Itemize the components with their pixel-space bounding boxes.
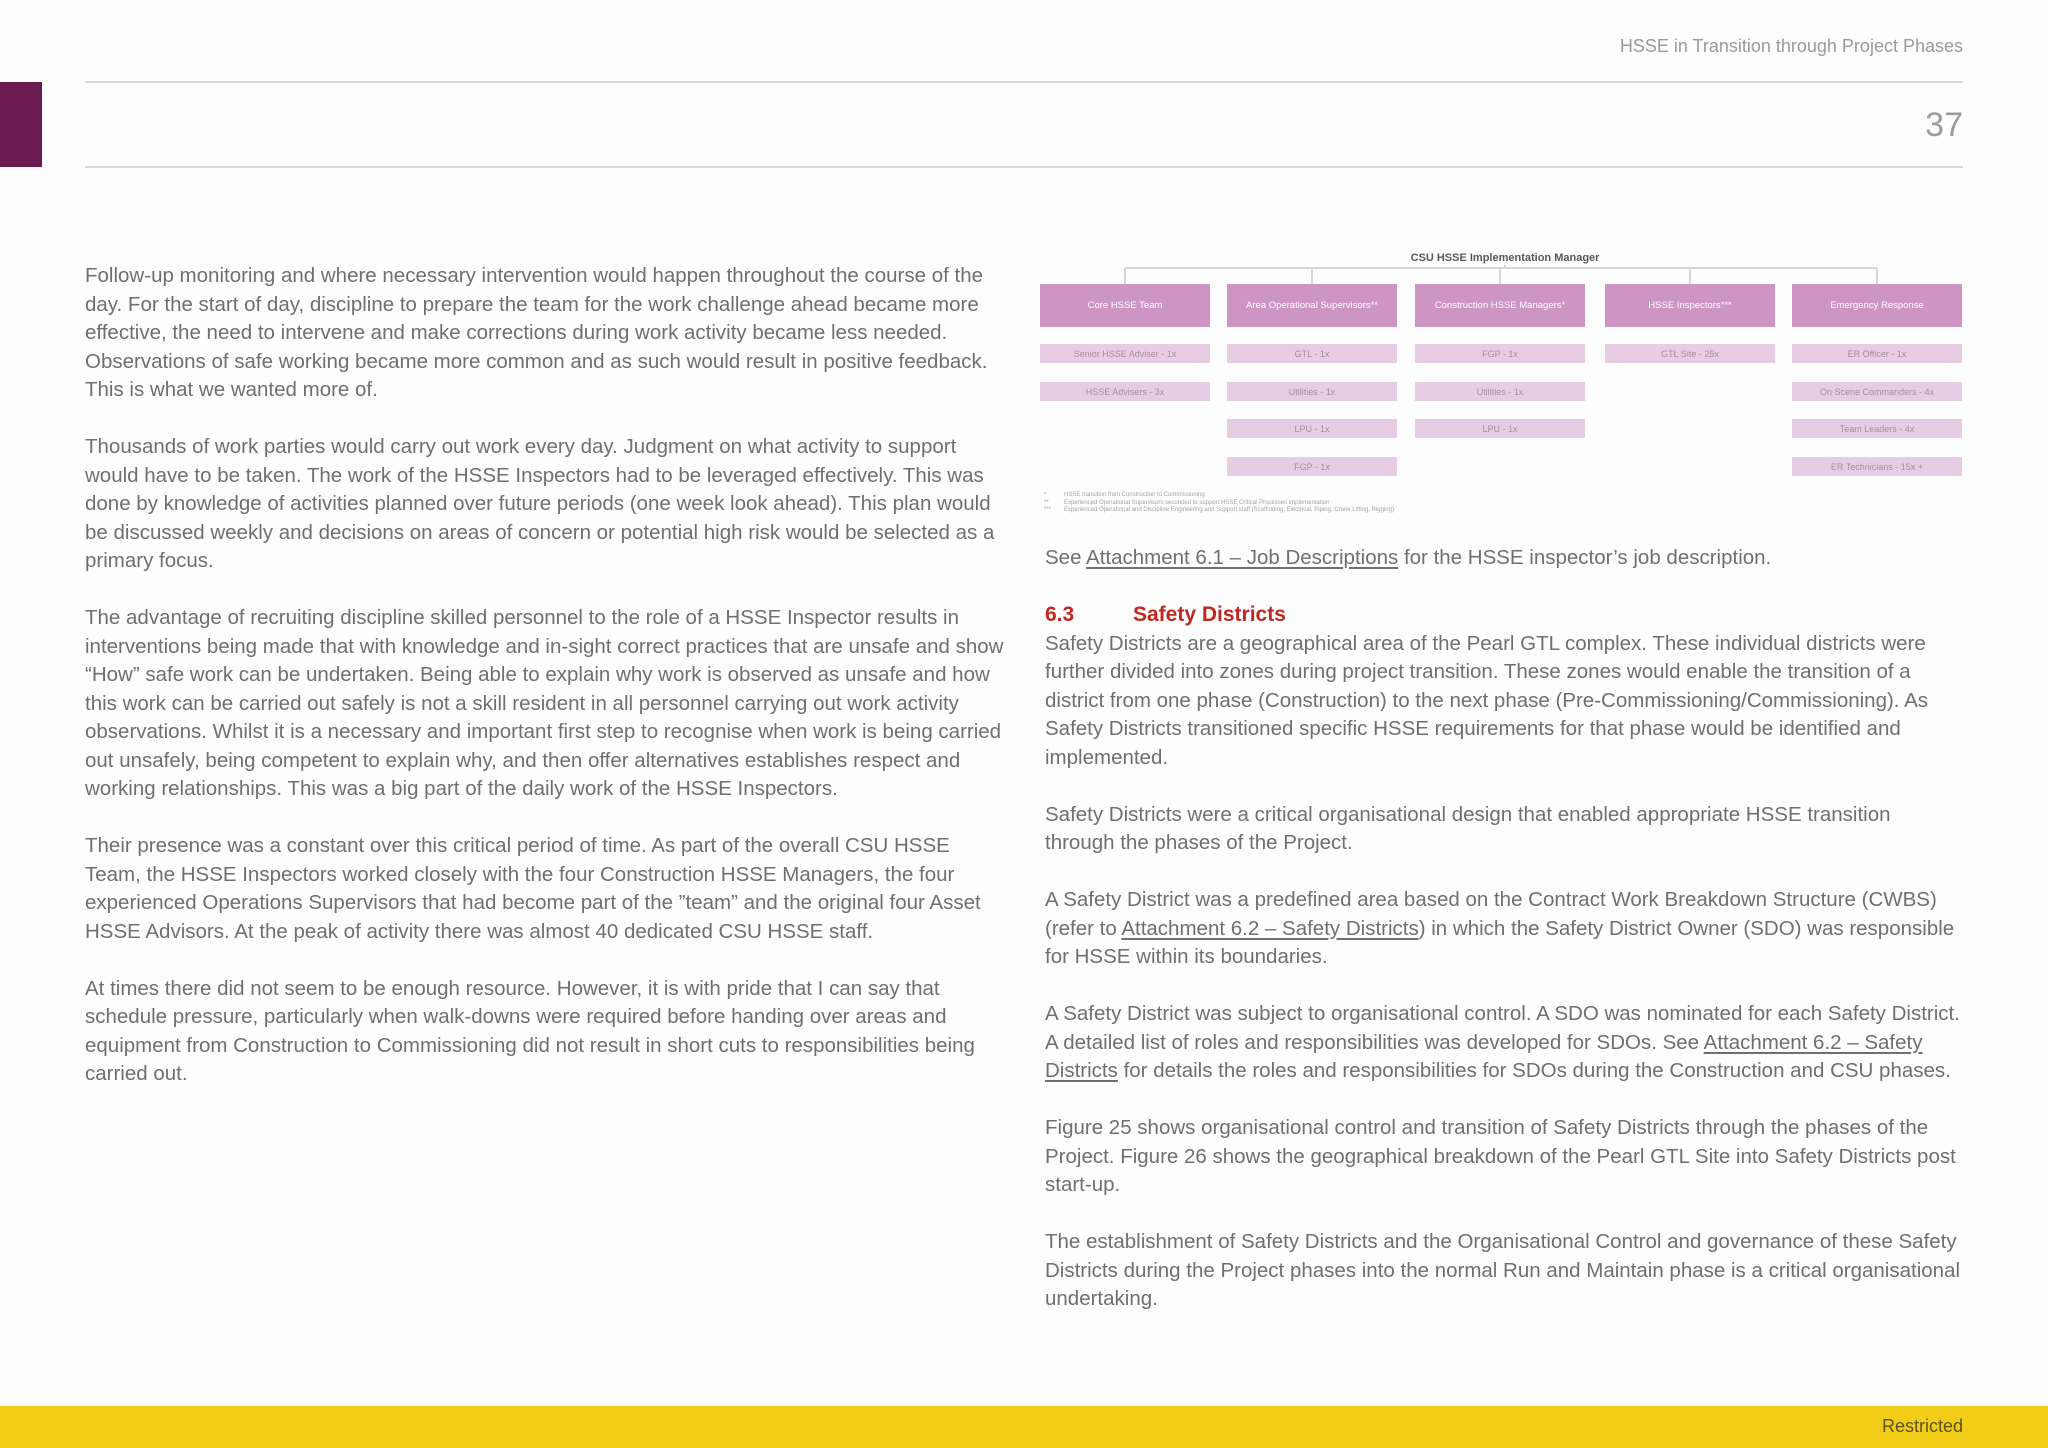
paragraph: Safety Districts were a critical organisational design that enabled appropriate HSSE transition through the phases of the Project. [1045,802,1891,854]
org-head-construction-hsse-managers: Construction HSSE Managers* [1415,284,1585,327]
footer-bar [0,1406,2048,1448]
org-item: GTL Site - 25x [1605,344,1775,363]
header-rule-bottom [85,166,1963,168]
org-note: *** Experienced Operational and Discipline Engineering and Support staff (Scaffolding, Electrical, Piping, Crane Lifting, Rigging) [1044,507,1394,513]
right-column [1045,544,1965,1342]
org-item: HSSE Advisers - 3x [1040,382,1210,401]
paragraph: A Safety District was subject to organisational control. A SDO was nominated for each Safety District. A detailed list of roles and responsibilities was developed for SDOs. See Attachment 6.2 – Safety Districts for details the roles and responsibilities for SDOs during the Construction and CSU phases. [1045,1002,1960,1082]
org-head-hsse-inspectors: HSSE Inspectors*** [1605,284,1775,327]
paragraph: A Safety District was a predefined area based on the Contract Work Breakdown Structure (CWBS) (refer to Attachment 6.2 – Safety Districts) in which the Safety District Owner (SDO) was responsible for HSSE within its boundaries. [1045,888,1955,968]
attachment-6-2-link[interactable]: Attachment 6.2 – Safety Districts [1045,1030,1923,1082]
org-head-area-operational-supervisors: Area Operational Supervisors** [1227,284,1397,327]
org-item: ER Officer - 1x [1792,344,1962,363]
org-item: Utilities - 1x [1227,382,1397,401]
org-head-core-hsse-team: Core HSSE Team [1040,284,1210,327]
org-item: FGP - 1x [1415,344,1585,363]
paragraph: Their presence was a constant over this critical period of time. As part of the overall CSU HSSE Team, the HSSE Inspectors worked closely with the four Construction HSSE Managers, the four experienced Operations Supervisors that had become part of the ”team” and the original four Asset HSSE Advisors. At the peak of activity there was almost 40 dedicated CSU HSSE staff. [85,834,981,943]
org-item: Utilities - 1x [1415,382,1585,401]
paragraph: Follow-up monitoring and where necessary intervention would happen throughout the course of the day. For the start of day, discipline to prepare the team for the work challenge ahead became more effective, the need to intervene and make corrections during work activity became less needed. Observations of safe working became more common and as such would result in positive feedback. This is what we wanted more of. [85,264,988,401]
org-item: Team Leaders - 4x [1792,419,1962,438]
attachment-6-2-link[interactable]: Attachment 6.2 – Safety Districts [1121,916,1419,940]
org-item: ER Technicians - 15x + [1792,457,1962,476]
org-item: GTL - 1x [1227,344,1397,363]
header-rule-top [85,81,1963,83]
paragraph: Thousands of work parties would carry out work every day. Judgment on what activity to support would have to be taken. The work of the HSSE Inspectors had to be leveraged effectively. This was done by knowledge of activities planned over future periods (one week look ahead). This plan would be discussed weekly and decisions on areas of concern or potential high risk would be selected as a primary focus. [85,435,995,572]
left-column [85,262,1005,1117]
org-chart-notes [1044,492,1394,515]
paragraph: Figure 25 shows organisational control and transition of Safety Districts through the phases of the Project. Figure 26 shows the geographical breakdown of the Pearl GTL Site into Safety Districts post start-up. [1045,1116,1956,1196]
see-attachment-sentence: See Attachment 6.1 – Job Descriptions for the HSSE inspector’s job description. [1045,546,1772,569]
paragraph: At times there did not seem to be enough resource. However, it is with pride that I can say that schedule pressure, particularly when walk-downs were required before handing over areas and equipment from Construction to Commissioning did not result in short cuts to responsibilities being carried out. [85,976,975,1085]
attachment-6-1-link[interactable]: Attachment 6.1 – Job Descriptions [1086,546,1399,569]
paragraph: The advantage of recruiting discipline skilled personnel to the role of a HSSE Inspector results in interventions being made that with knowledge and in-sight correct practices that are unsafe and show “How” safe work can be undertaken. Being able to explain why work is observed as unsafe and how this work can be carried out safely is not a skill resident in all personnel carrying out work activity observations. Whilst it is a necessary and important first step to recognise when work is being carried out unsafely, being competent to explain why, and then offer alternatives establishes respect and working relationships. This was a big part of the daily work of the HSSE Inspectors. [85,606,1004,800]
org-item: Senior HSSE Adviser - 1x [1040,344,1210,363]
org-item: LPU - 1x [1415,419,1585,438]
classification-label: Restricted [1881,1416,1963,1436]
org-item: LPU - 1x [1227,419,1397,438]
page-number: 37 [1925,106,1963,144]
org-item: On Scene Commanders - 4x [1792,382,1962,401]
org-head-emergency-response: Emergency Response [1792,284,1962,327]
paragraph: The establishment of Safety Districts and the Organisational Control and governance of these Safety Districts during the Project phases into the normal Run and Maintain phase is a critical organisational undertaking. [1045,1230,1961,1310]
accent-tab [0,82,42,167]
org-item: FGP - 1x [1227,457,1397,476]
running-title: HSSE in Transition through Project Phases [1619,36,1963,56]
org-note: ** Experienced Operational Supervisors seconded to support HSSE Critical Processes implementation [1044,499,1330,506]
org-note: * HSSE transition from Construction to Commissioning [1044,492,1205,498]
section-title: Safety Districts [1133,603,1286,626]
section-number: 6.3 [1045,603,1075,626]
section-heading [1045,601,1965,630]
paragraph: Safety Districts are a geographical area of the Pearl GTL complex. These individual districts were further divided into zones during project transition. These zones would enable the transition of a district from one phase (Construction) to the next phase (Pre-Commissioning/Commissioning). As Safety Districts transitioned specific HSSE requirements for that phase would be identified and implemented. [1045,631,1928,769]
org-chart [1040,248,1970,524]
org-chart-title: CSU HSSE Implementation Manager [1410,252,1600,264]
